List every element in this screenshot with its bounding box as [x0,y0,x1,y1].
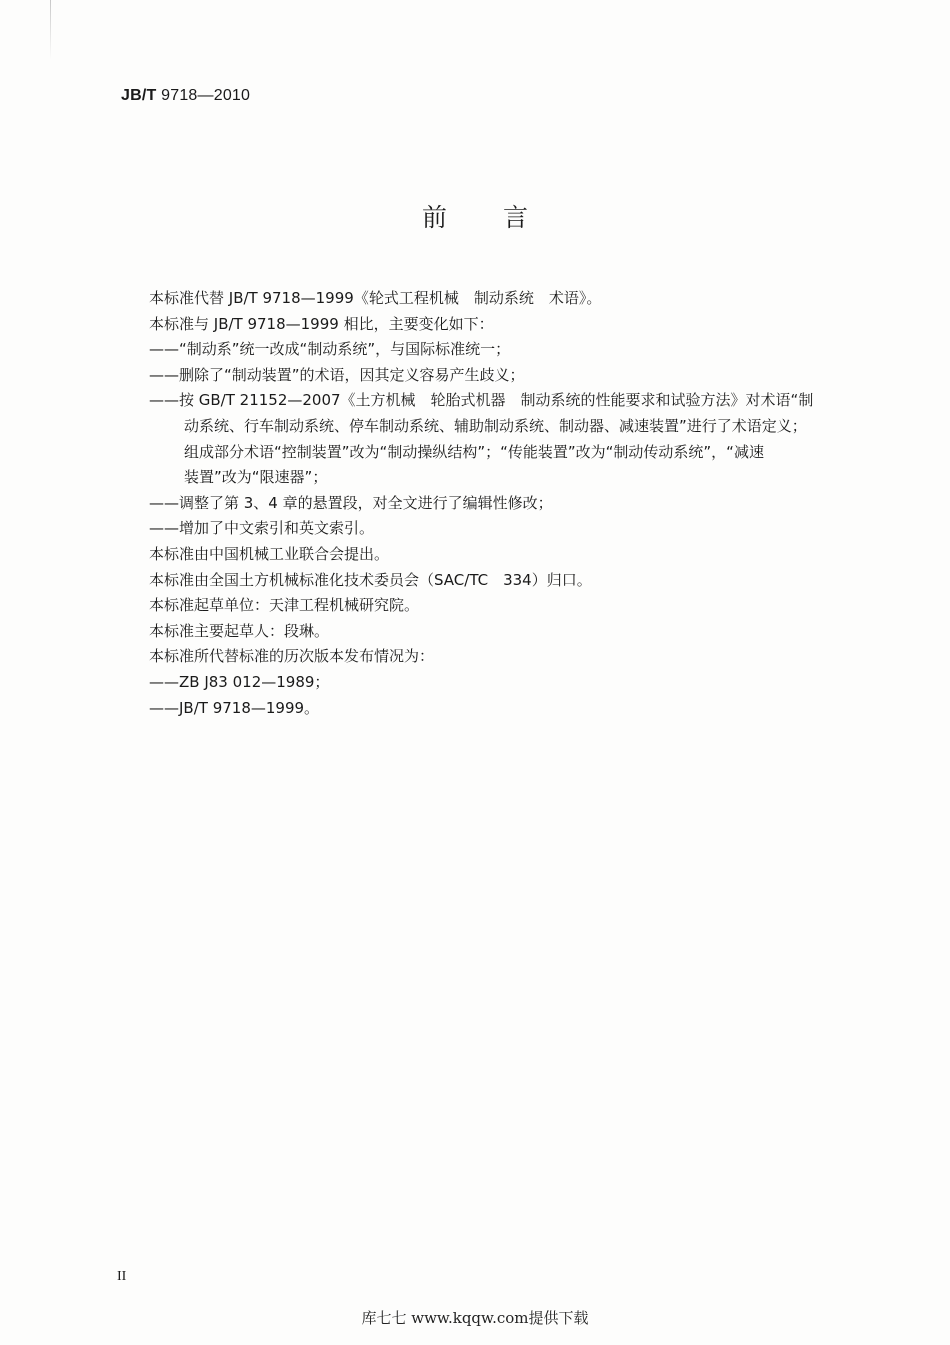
page-number: II [117,1269,127,1284]
list-item: ——ZB J83 012—1989； [149,672,330,691]
list-item-continuation: 装置”改为“限速器”； [184,468,328,487]
paragraph: 本标准起草单位：天津工程机械研究院。 [149,596,420,615]
standard-code [121,87,250,105]
paragraph: 本标准主要起草人：段琳。 [149,621,330,640]
list-item: ——增加了中文索引和英文索引。 [149,519,375,538]
foreword-body [149,286,874,721]
download-footer: 库七七 www.kqqw.com提供下载 [361,1309,589,1327]
paragraph: 本标准由中国机械工业联合会提出。 [149,544,390,563]
paragraph: 本标准与 JB/T 9718—1999 相比，主要变化如下： [149,314,494,333]
list-item: ——调整了第 3、4 章的悬置段，对全文进行了编辑性修改； [149,493,553,512]
list-item: ——JB/T 9718—1999。 [149,698,320,717]
list-item-continuation: 动系统、行车制动系统、停车制动系统、辅助制动系统、制动器、减速装置”进行了术语定义； [184,416,807,435]
paragraph: 本标准所代替标准的历次版本发布情况为： [149,647,435,666]
standard-prefix: JB/T [121,87,157,104]
page-title: 前言 [421,203,584,232]
list-item: ——“制动系”统一改成“制动系统”，与国际标准统一； [149,340,511,359]
list-item: ——删除了“制动装置”的术语，因其定义容易产生歧义； [149,365,525,384]
paragraph: 本标准代替 JB/T 9718—1999《轮式工程机械 制动系统 术语》。 [149,289,602,307]
standard-number: 9718—2010 [161,87,251,104]
list-item-continuation: 组成部分术语“控制装置”改为“制动操纵结构”；“传能装置”改为“制动传动系统”，“减速 [184,442,764,461]
scan-mark [50,0,51,60]
list-item: ——按 GB/T 21152—2007《土方机械 轮胎式机器 制动系统的性能要求和试验方法》对术语“制 [149,391,814,410]
paragraph: 本标准由全国土方机械标准化技术委员会（SAC/TC 334）归口。 [149,570,592,589]
